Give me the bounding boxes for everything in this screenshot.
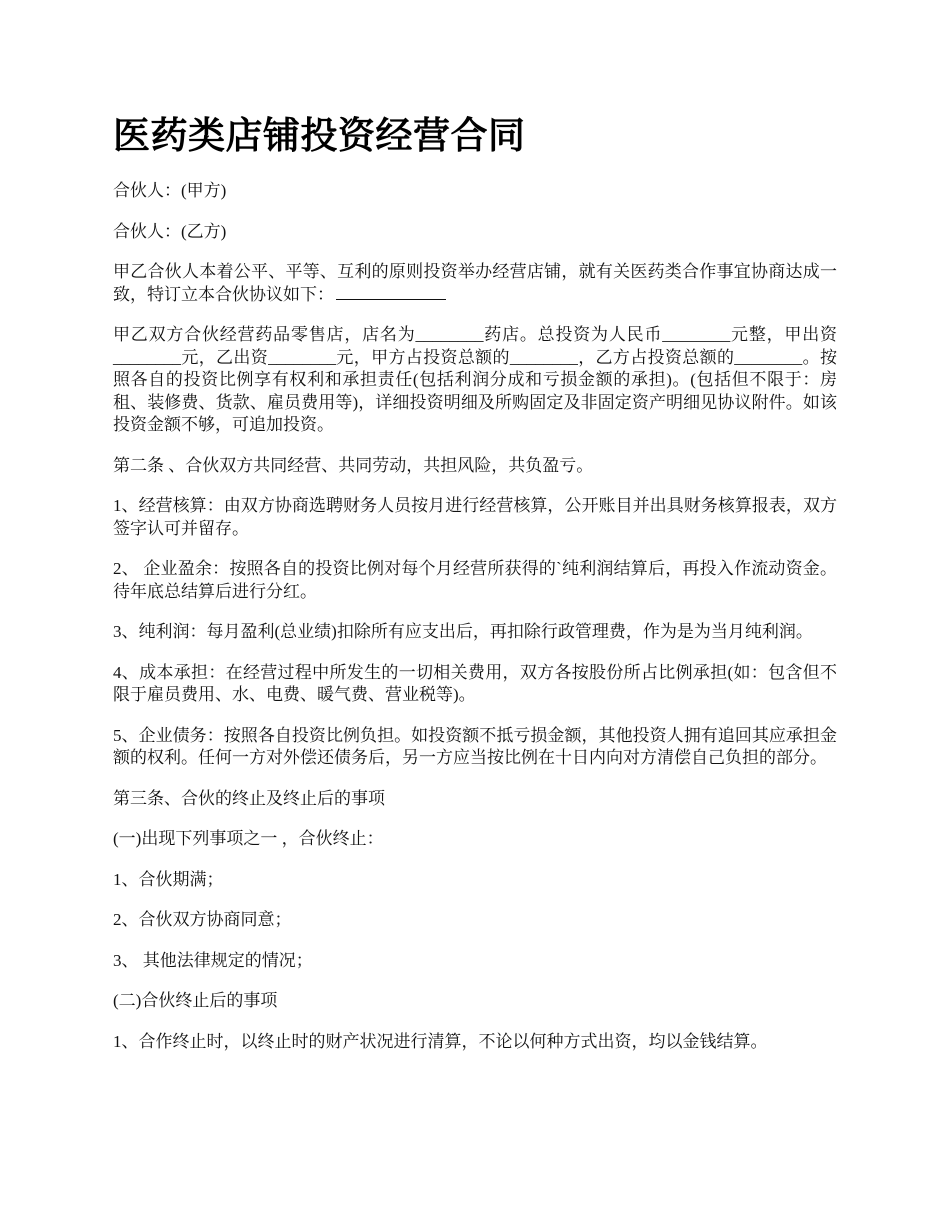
paragraph-investment: 甲乙双方合伙经营药品零售店，店名为________药店。总投资为人民币________元整，甲出资________元，乙出资________元，甲方占投资总额的________，乙方占投资总额的________。按照各自的投资比例享有权利和承担责任(包括利润分成和亏损金额的承担)。(包括但不限于：房租、装修费、货款、雇员费用等)，详细投资明细及所购固定及非固定资产明细见协议附件。如该投资金额不够，可追加投资。 <box>113 325 837 434</box>
intro-paragraph <box>113 261 837 306</box>
signature-blank <box>336 285 446 300</box>
clause-net-profit: 3、纯利润：每月盈利(总业绩)扣除所有应支出后，再扣除行政管理费，作为是为当月纯利润。 <box>113 622 813 641</box>
intro-text: 甲乙合伙人本着公平、平等、互利的原则投资举办经营店铺，就有关医药类合作事宜协商达成一致，特订立本合伙协议如下： <box>113 262 837 304</box>
clause-surplus: 2、 企业盈余：按照各自的投资比例对每个月经营所获得的`纯利润结算后，再投入作流动资金。待年底总结算后进行分红。 <box>113 559 837 601</box>
clause-cost: 4、成本承担：在经营过程中所发生的一切相关费用，双方各按股份所占比例承担(如：包含但不限于雇员费用、水、电费、暖气费、营业税等)。 <box>113 662 837 704</box>
post-termination-heading: (二)合伙终止后的事项 <box>113 991 278 1010</box>
termination-item-2: 2、合伙双方协商同意； <box>113 910 292 929</box>
article-3-heading: 第三条、合伙的终止及终止后的事项 <box>113 788 385 808</box>
termination-item-1: 1、合伙期满； <box>113 869 224 889</box>
termination-conditions-heading: (一)出现下列事项之一 ，合伙终止： <box>113 829 384 848</box>
document-title: 医药类店铺投资经营合同 <box>113 114 526 157</box>
article-2-heading: 第二条 、合伙双方共同经营、共同劳动，共担风险，共负盈亏。 <box>113 455 594 475</box>
partner-b-line: 合伙人：(乙方) <box>113 221 227 241</box>
partner-a-line: 合伙人：(甲方) <box>113 181 227 200</box>
post-termination-item-1: 1、合作终止时，以终止时的财产状况进行清算，不论以何种方式出资，均以金钱结算。 <box>113 1031 768 1051</box>
clause-accounting: 1、经营核算：由双方协商选聘财务人员按月进行经营核算，公开账目并出具财务核算报表，双方签字认可并留存。 <box>113 496 837 538</box>
termination-item-3: 3、 其他法律规定的情况； <box>113 950 313 970</box>
clause-debt: 5、企业债务：按照各自投资比例负担。如投资额不抵亏损金额，其他投资人拥有追回其应承担金额的权利。任何一方对外偿还债务后，另一方应当按比例在十日内向对方清偿自己负担的部分。 <box>113 725 837 767</box>
